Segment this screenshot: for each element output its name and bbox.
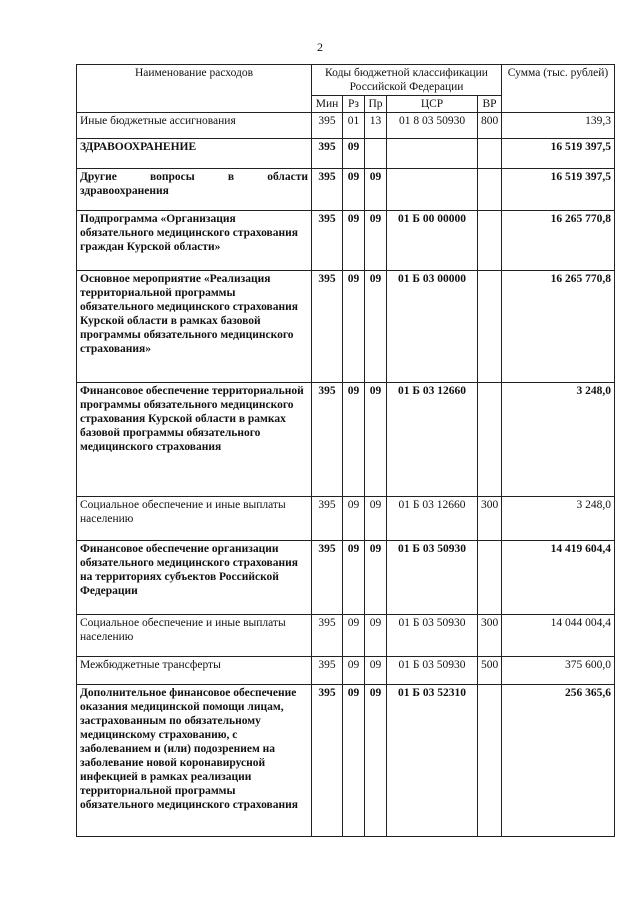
row-min: 395 [312, 383, 343, 497]
row-name: Финансовое обеспечение организации обязательного медицинского страхования на территориях субъектов Российской Федерации [77, 541, 312, 615]
row-sum: 3 248,0 [502, 497, 615, 541]
row-sum: 16 519 397,5 [502, 169, 615, 211]
row-sum: 14 419 604,4 [502, 541, 615, 615]
header-vr: ВР [478, 96, 502, 113]
header-min: Мин [312, 96, 343, 113]
row-csr: 01 Б 03 50930 [387, 541, 478, 615]
table-row [77, 383, 615, 497]
row-csr [387, 139, 478, 169]
row-name: Финансовое обеспечение территориальной программы обязательного медицинского страхования Курской области в рамках базовой программы обязательного медицинского страхования [77, 383, 312, 497]
row-pr: 13 [365, 113, 387, 139]
row-rz: 09 [343, 383, 365, 497]
header-csr: ЦСР [387, 96, 478, 113]
row-sum: 3 248,0 [502, 383, 615, 497]
row-csr: 01 Б 03 12660 [387, 497, 478, 541]
row-csr: 01 Б 03 50930 [387, 615, 478, 657]
row-pr [365, 139, 387, 169]
row-min: 395 [312, 615, 343, 657]
row-vr [478, 271, 502, 383]
row-vr: 500 [478, 657, 502, 685]
row-name: Основное мероприятие «Реализация территориальной программы обязательного медицинского страхования Курской области в рамках базовой программы обязательного медицинского страхования» [77, 271, 312, 383]
row-name: Межбюджетные трансферты [77, 657, 312, 685]
row-vr [478, 685, 502, 837]
row-vr [478, 169, 502, 211]
table-row [77, 211, 615, 271]
row-csr: 01 Б 00 00000 [387, 211, 478, 271]
row-vr [478, 211, 502, 271]
row-rz: 09 [343, 615, 365, 657]
row-name: Подпрограмма «Организация обязательного медицинского страхования граждан Курской области» [77, 211, 312, 271]
row-min: 395 [312, 497, 343, 541]
row-csr: 01 Б 03 50930 [387, 657, 478, 685]
row-csr: 01 8 03 50930 [387, 113, 478, 139]
row-rz: 09 [343, 169, 365, 211]
table-row [77, 657, 615, 685]
header-pr: Пр [365, 96, 387, 113]
row-vr: 800 [478, 113, 502, 139]
row-rz: 01 [343, 113, 365, 139]
row-pr: 09 [365, 541, 387, 615]
row-name: Социальное обеспечение и иные выплаты населению [77, 615, 312, 657]
row-csr: 01 Б 03 52310 [387, 685, 478, 837]
row-vr: 300 [478, 497, 502, 541]
row-pr: 09 [365, 685, 387, 837]
row-rz: 09 [343, 541, 365, 615]
row-pr: 09 [365, 615, 387, 657]
row-sum: 256 365,6 [502, 685, 615, 837]
row-sum: 16 519 397,5 [502, 139, 615, 169]
row-csr: 01 Б 03 00000 [387, 271, 478, 383]
row-rz: 09 [343, 271, 365, 383]
row-pr: 09 [365, 383, 387, 497]
row-rz: 09 [343, 211, 365, 271]
table-row [77, 169, 615, 211]
table-row [77, 685, 615, 837]
header-rz: Рз [343, 96, 365, 113]
row-name: Дополнительное финансовое обеспечение оказания медицинской помощи лицам, застрахованным по обязательному медицинскому страхованию, с заболеванием и (или) подозрением на заболевание новой коронавирусной инфекцией в рамках реализации территориальной программы обязательного медицинского страхования [77, 685, 312, 837]
row-min: 395 [312, 685, 343, 837]
header-name: Наименование расходов [77, 65, 312, 113]
row-csr: 01 Б 03 12660 [387, 383, 478, 497]
row-name: Иные бюджетные ассигнования [77, 113, 312, 139]
table-row [77, 497, 615, 541]
row-vr [478, 541, 502, 615]
row-min: 395 [312, 541, 343, 615]
row-rz: 09 [343, 497, 365, 541]
row-name: Другие вопросы в области здравоохранения [77, 169, 312, 211]
row-csr [387, 169, 478, 211]
row-pr: 09 [365, 169, 387, 211]
row-min: 395 [312, 271, 343, 383]
page-number: 2 [317, 40, 323, 54]
row-min: 395 [312, 169, 343, 211]
header-sum: Сумма (тыс. рублей) [502, 65, 615, 113]
table-row [77, 113, 615, 139]
row-pr: 09 [365, 657, 387, 685]
row-sum: 139,3 [502, 113, 615, 139]
row-vr: 300 [478, 615, 502, 657]
row-min: 395 [312, 113, 343, 139]
row-min: 395 [312, 211, 343, 271]
row-pr: 09 [365, 211, 387, 271]
row-pr: 09 [365, 271, 387, 383]
row-sum: 16 265 770,8 [502, 271, 615, 383]
row-min: 395 [312, 657, 343, 685]
row-sum: 14 044 004,4 [502, 615, 615, 657]
row-name: Социальное обеспечение и иные выплаты населению [77, 497, 312, 541]
row-rz: 09 [343, 657, 365, 685]
row-name: ЗДРАВООХРАНЕНИЕ [77, 139, 312, 169]
table-row [77, 541, 615, 615]
row-min: 395 [312, 139, 343, 169]
row-rz: 09 [343, 685, 365, 837]
row-vr [478, 139, 502, 169]
budget-table [76, 64, 615, 837]
table-row [77, 271, 615, 383]
row-sum: 375 600,0 [502, 657, 615, 685]
table-row [77, 139, 615, 169]
row-pr: 09 [365, 497, 387, 541]
row-sum: 16 265 770,8 [502, 211, 615, 271]
header-codes: Коды бюджетной классификации Российской Федерации [312, 65, 502, 96]
row-rz: 09 [343, 139, 365, 169]
table-row [77, 615, 615, 657]
row-vr [478, 383, 502, 497]
